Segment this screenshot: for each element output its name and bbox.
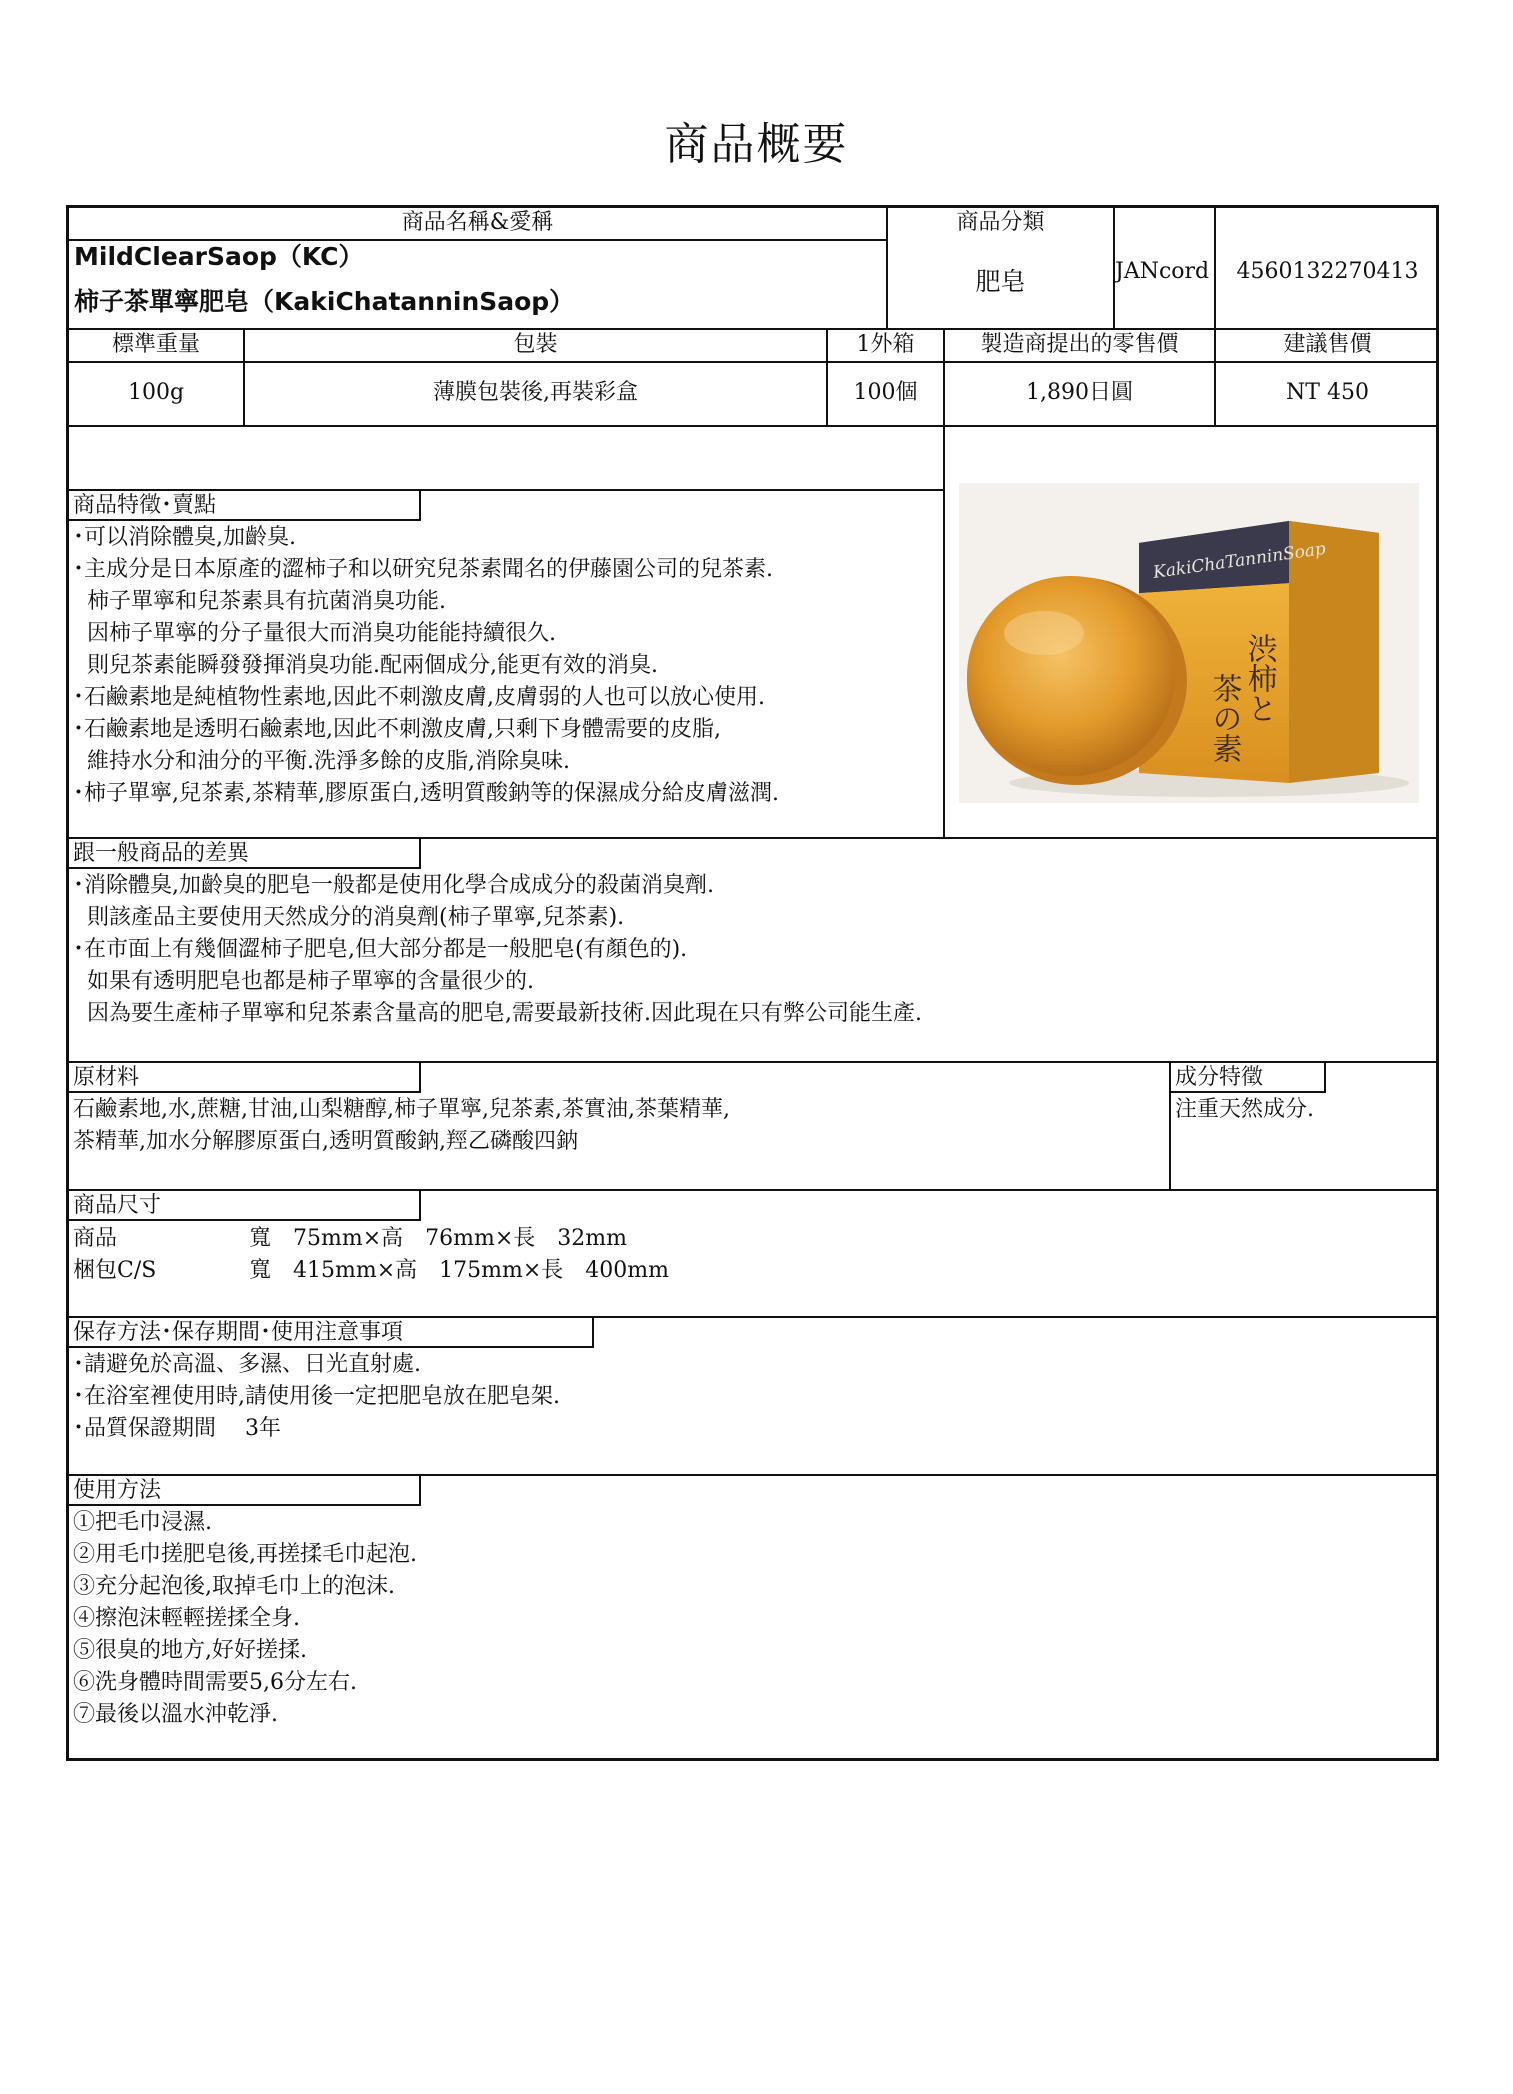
list-item: 如果有透明肥皂也都是柿子單寧的含量很少的. xyxy=(73,969,534,994)
list-item: ･柿子單寧,兒茶素,茶精華,膠原蛋白,透明質酸鈉等的保濕成分給皮膚滋潤. xyxy=(73,781,779,806)
product-name-line2: 柿子茶單寧肥皂（KakiChatanninSaop） xyxy=(74,287,575,316)
list-item: ①把毛巾浸濕. xyxy=(73,1510,212,1535)
list-item: 茶精華,加水分解膠原蛋白,透明質酸鈉,羥乙磷酸四鈉 xyxy=(73,1129,578,1154)
features-list xyxy=(73,522,779,810)
usage-label: 使用方法 xyxy=(69,1476,421,1506)
list-item: ･石鹼素地是純植物性素地,因此不刺激皮膚,皮膚弱的人也可以放心使用. xyxy=(73,685,765,710)
ingredient-feature-text: 注重天然成分. xyxy=(1175,1097,1314,1122)
list-item: 維持水分和油分的平衡.洗淨多餘的皮脂,消除臭味. xyxy=(73,749,570,774)
list-item: 石鹼素地,水,蔗糖,甘油,山梨糖醇,柿子單寧,兒茶素,茶實油,茶葉精華, xyxy=(73,1097,730,1122)
list-item: ②用毛巾搓肥皂後,再搓揉毛巾起泡. xyxy=(73,1542,417,1567)
list-item: ･可以消除體臭,加齡臭. xyxy=(73,525,296,550)
storage-list xyxy=(73,1349,560,1445)
ingredients-list xyxy=(73,1094,730,1158)
divider xyxy=(69,361,1439,363)
list-item: ･在市面上有幾個澀柿子肥皂,但大部分都是一般肥皂(有顏色的). xyxy=(73,937,688,962)
list-item: ④擦泡沫輕輕搓揉全身. xyxy=(73,1606,300,1631)
spec-header-packaging: 包裝 xyxy=(513,332,558,357)
dimension-name-case: 梱包C/S xyxy=(73,1258,157,1283)
usage-list xyxy=(73,1507,417,1731)
spec-value-suggested: NT 450 xyxy=(1286,380,1369,405)
spec-value-case: 100個 xyxy=(853,380,918,405)
list-item: ･主成分是日本原產的澀柿子和以研究兒茶素聞名的伊藤園公司的兒茶素. xyxy=(73,557,773,582)
storage-label: 保存方法･保存期間･使用注意事項 xyxy=(69,1318,594,1348)
list-item: ･品質保證期間 3年 xyxy=(73,1416,281,1441)
soap-box-illustration xyxy=(959,483,1419,803)
list-item: ⑦最後以溫水沖乾淨. xyxy=(73,1702,278,1727)
list-item: ⑤很臭的地方,好好搓揉. xyxy=(73,1638,307,1663)
list-item: ⑥洗身體時間需要5,6分左右. xyxy=(73,1670,357,1695)
list-item: 則該產品主要使用天然成分的消臭劑(柿子單寧,兒茶素). xyxy=(73,905,625,930)
list-item: 則兒茶素能瞬發發揮消臭功能.配兩個成分,能更有效的消臭. xyxy=(73,653,658,678)
spec-value-retail: 1,890日圓 xyxy=(1026,380,1133,405)
list-item: ･請避免於高溫、多濕、日光直射處. xyxy=(73,1352,421,1377)
divider xyxy=(69,425,1439,427)
spec-header-suggested: 建議售價 xyxy=(1283,332,1372,357)
dimension-name-product: 商品 xyxy=(73,1226,118,1251)
category-value: 肥皂 xyxy=(975,267,1026,296)
soap-bar xyxy=(967,576,1175,776)
spec-value-weight: 100g xyxy=(127,380,185,405)
list-item: ･石鹼素地是透明石鹼素地,因此不刺激皮膚,只剩下身體需要的皮脂, xyxy=(73,717,721,742)
list-item: 因柿子單寧的分子量很大而消臭功能能持續很久. xyxy=(73,621,556,646)
jan-label: JANcord xyxy=(1115,259,1210,284)
box-brand-text: KakiChaTanninSoap xyxy=(1151,538,1328,583)
product-image xyxy=(959,483,1419,803)
dimension-value-product: 寬 75mm×高 76mm×長 32mm xyxy=(249,1226,628,1251)
category-label: 商品分類 xyxy=(956,210,1045,235)
spec-header-retail: 製造商提出的零售價 xyxy=(980,332,1179,357)
dimension-value-case: 寬 415mm×高 175mm×長 400mm xyxy=(249,1258,670,1283)
name-label: 商品名稱&愛稱 xyxy=(401,210,554,235)
product-name-line1: MildClearSaop（KC） xyxy=(74,242,364,271)
box-jp-text-2: 茶の素 xyxy=(1206,673,1242,763)
dimensions-label: 商品尺寸 xyxy=(69,1191,421,1221)
features-label: 商品特徵･賣點 xyxy=(69,491,421,521)
box-jp-text-1: 渋柿と xyxy=(1241,633,1277,723)
list-item: 柿子單寧和兒茶素具有抗菌消臭功能. xyxy=(73,589,446,614)
page-title: 商品概要 xyxy=(664,119,849,170)
spec-header-weight: 標準重量 xyxy=(111,332,200,357)
product-overview-table xyxy=(66,205,1439,1761)
list-item: 因為要生產柿子單寧和兒茶素含量高的肥皂,需要最新技術.因此現在只有弊公司能生產. xyxy=(73,1001,922,1026)
differences-label: 跟一般商品的差異 xyxy=(69,839,421,869)
spec-header-case: 1外箱 xyxy=(856,332,915,357)
jan-value: 4560132270413 xyxy=(1236,259,1419,284)
list-item: ③充分起泡後,取掉毛巾上的泡沫. xyxy=(73,1574,395,1599)
list-item: ･在浴室裡使用時,請使用後一定把肥皂放在肥皂架. xyxy=(73,1384,560,1409)
list-item: ･消除體臭,加齡臭的肥皂一般都是使用化學合成成分的殺菌消臭劑. xyxy=(73,873,714,898)
ingredient-feature-label: 成分特徵 xyxy=(1171,1063,1326,1093)
ingredients-label: 原材料 xyxy=(69,1063,421,1093)
divider xyxy=(943,425,945,837)
spec-value-packaging: 薄膜包裝後,再裝彩盒 xyxy=(433,380,638,405)
differences-list xyxy=(73,870,922,1030)
